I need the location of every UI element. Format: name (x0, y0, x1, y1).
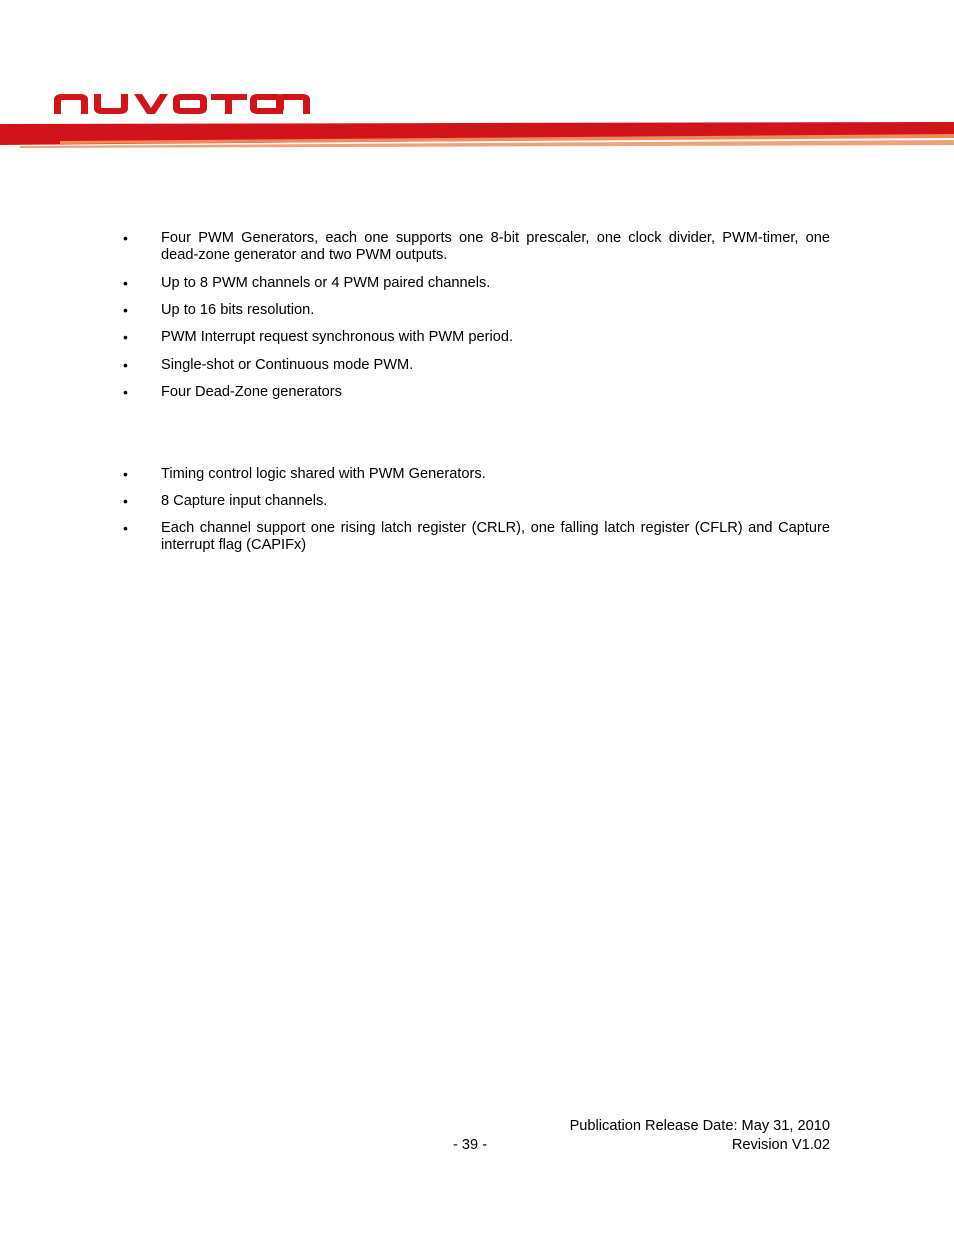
list-item-text: Four Dead-Zone generators (161, 384, 342, 400)
list-item-text: Single-shot or Continuous mode PWM. (161, 357, 414, 373)
page-number: - 39 - (453, 1137, 488, 1153)
publication-release-date: Publication Release Date: May 31, 2010 (569, 1118, 830, 1134)
bullet-icon: • (123, 466, 128, 482)
bullet-icon: • (123, 493, 128, 509)
bullet-icon: • (123, 329, 128, 345)
bullet-icon: • (123, 230, 128, 246)
nuvoton-logo (54, 92, 310, 114)
bullet-icon: • (123, 357, 128, 373)
list-item-text: Each channel support one rising latch register (CRLR), one falling latch register (CFLR) and Capture interrupt flag (CAPIFx) (161, 520, 830, 553)
bullet-icon: • (123, 384, 128, 400)
bullet-icon: • (123, 302, 128, 318)
header-banner (0, 0, 954, 150)
list-item-text: PWM Interrupt request synchronous with PWM period. (161, 329, 514, 345)
bullet-icon: • (123, 275, 128, 291)
revision-label: Revision V1.02 (731, 1137, 830, 1153)
bullet-icon: • (123, 520, 128, 536)
list-item-text: Four PWM Generators, each one supports one 8-bit prescaler, one clock divider, PWM-timer, one dead-zone generator and two PWM outputs. (161, 230, 830, 263)
page-header (0, 0, 954, 150)
list-item-text: Up to 8 PWM channels or 4 PWM paired channels. (161, 275, 491, 291)
list-item-text: Up to 16 bits resolution. (161, 302, 315, 318)
list-item-text: 8 Capture input channels. (161, 493, 328, 509)
list-item-text: Timing control logic shared with PWM Generators. (161, 466, 486, 482)
